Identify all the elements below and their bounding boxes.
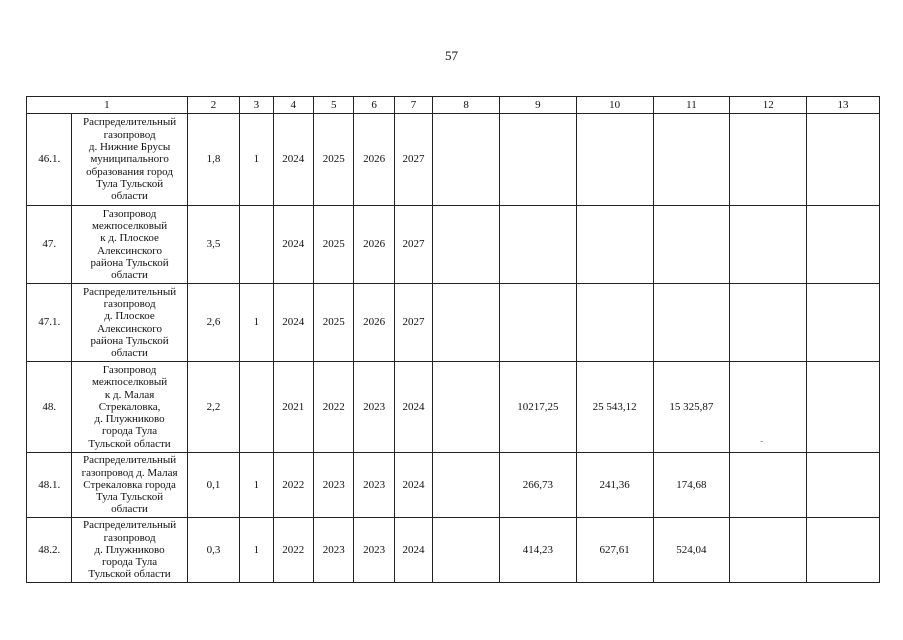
value-cell-7: 2024 <box>394 518 432 583</box>
page-number: 57 <box>445 48 458 63</box>
header-cell-2: 2 <box>187 97 240 114</box>
header-cell-9: 9 <box>499 97 576 114</box>
value-cell-11 <box>653 114 730 206</box>
header-cell-3: 3 <box>240 97 273 114</box>
stray-mark: - <box>760 436 764 447</box>
header-cell-6: 6 <box>354 97 394 114</box>
value-cell-3 <box>240 206 273 284</box>
row-number-cell: 48.2. <box>27 518 72 583</box>
value-cell-4: 2024 <box>273 114 313 206</box>
value-cell-2: 1,8 <box>187 114 240 206</box>
value-cell-9: 414,23 <box>499 518 576 583</box>
value-cell-7: 2027 <box>394 206 432 284</box>
value-cell-12 <box>730 362 807 453</box>
value-cell-7: 2024 <box>394 362 432 453</box>
value-cell-4: 2021 <box>273 362 313 453</box>
header-cell-12: 12 <box>730 97 807 114</box>
header-cell-10: 10 <box>576 97 653 114</box>
value-cell-12 <box>730 284 807 362</box>
value-cell-10 <box>576 206 653 284</box>
object-description-cell: Распределительный газопровод д. Плоское Алексинского района Тульской области <box>72 284 187 362</box>
object-description-cell: Распределительный газопровод д. Плужниково города Тула Тульской области <box>72 518 187 583</box>
value-cell-10 <box>576 114 653 206</box>
table-header-row <box>27 97 880 114</box>
row-number-cell: 46.1. <box>27 114 72 206</box>
value-cell-11: 174,68 <box>653 453 730 518</box>
row-number-cell: 47. <box>27 206 72 284</box>
value-cell-13 <box>807 518 880 583</box>
row-number-cell: 47.1. <box>27 284 72 362</box>
value-cell-8 <box>433 114 500 206</box>
value-cell-13 <box>807 453 880 518</box>
header-cell-5: 5 <box>313 97 353 114</box>
value-cell-8 <box>433 453 500 518</box>
value-cell-11 <box>653 284 730 362</box>
row-number-cell: 48.1. <box>27 453 72 518</box>
value-cell-4: 2022 <box>273 453 313 518</box>
value-cell-9 <box>499 114 576 206</box>
object-description-cell: Газопровод межпоселковый к д. Малая Стрекаловка, д. Плужниково города Тула Тульской области <box>72 362 187 453</box>
header-cell-4: 4 <box>273 97 313 114</box>
header-cell-1: 1 <box>27 97 188 114</box>
header-cell-8: 8 <box>433 97 500 114</box>
value-cell-5: 2025 <box>313 114 353 206</box>
value-cell-8 <box>433 206 500 284</box>
value-cell-5: 2022 <box>313 362 353 453</box>
value-cell-11 <box>653 206 730 284</box>
table-row <box>27 518 880 583</box>
value-cell-9: 266,73 <box>499 453 576 518</box>
value-cell-10 <box>576 284 653 362</box>
table-row <box>27 362 880 453</box>
value-cell-4: 2024 <box>273 284 313 362</box>
value-cell-3: 1 <box>240 518 273 583</box>
value-cell-10: 25 543,12 <box>576 362 653 453</box>
value-cell-8 <box>433 518 500 583</box>
value-cell-10: 241,36 <box>576 453 653 518</box>
value-cell-3 <box>240 362 273 453</box>
value-cell-4: 2022 <box>273 518 313 583</box>
object-description-cell: Газопровод межпоселковый к д. Плоское Алексинского района Тульской области <box>72 206 187 284</box>
row-number-cell: 48. <box>27 362 72 453</box>
value-cell-10: 627,61 <box>576 518 653 583</box>
value-cell-6: 2026 <box>354 206 394 284</box>
header-cell-11: 11 <box>653 97 730 114</box>
value-cell-7: 2027 <box>394 114 432 206</box>
value-cell-11: 524,04 <box>653 518 730 583</box>
value-cell-3: 1 <box>240 453 273 518</box>
value-cell-12 <box>730 518 807 583</box>
value-cell-6: 2026 <box>354 114 394 206</box>
value-cell-6: 2023 <box>354 453 394 518</box>
table-row <box>27 453 880 518</box>
value-cell-6: 2023 <box>354 518 394 583</box>
object-description-cell: Распределительный газопровод д. Малая Стрекаловка города Тула Тульской области <box>72 453 187 518</box>
value-cell-7: 2027 <box>394 284 432 362</box>
value-cell-2: 2,6 <box>187 284 240 362</box>
value-cell-6: 2023 <box>354 362 394 453</box>
value-cell-8 <box>433 284 500 362</box>
header-cell-13: 13 <box>807 97 880 114</box>
value-cell-12 <box>730 453 807 518</box>
value-cell-12 <box>730 114 807 206</box>
investment-table <box>26 96 880 583</box>
value-cell-5: 2025 <box>313 284 353 362</box>
table-row <box>27 206 880 284</box>
value-cell-8 <box>433 362 500 453</box>
value-cell-9: 10217,25 <box>499 362 576 453</box>
value-cell-11: 15 325,87 <box>653 362 730 453</box>
value-cell-3: 1 <box>240 114 273 206</box>
value-cell-5: 2025 <box>313 206 353 284</box>
value-cell-2: 2,2 <box>187 362 240 453</box>
value-cell-12 <box>730 206 807 284</box>
value-cell-5: 2023 <box>313 518 353 583</box>
value-cell-7: 2024 <box>394 453 432 518</box>
value-cell-9 <box>499 284 576 362</box>
value-cell-13 <box>807 114 880 206</box>
value-cell-2: 0,3 <box>187 518 240 583</box>
object-description-cell: Распределительный газопровод д. Нижние Брусы муниципального образования город Тула Тульской области <box>72 114 187 206</box>
value-cell-6: 2026 <box>354 284 394 362</box>
table-row <box>27 114 880 206</box>
value-cell-3: 1 <box>240 284 273 362</box>
table-body <box>27 97 880 583</box>
value-cell-13 <box>807 362 880 453</box>
value-cell-13 <box>807 206 880 284</box>
value-cell-9 <box>499 206 576 284</box>
header-cell-7: 7 <box>394 97 432 114</box>
value-cell-13 <box>807 284 880 362</box>
value-cell-5: 2023 <box>313 453 353 518</box>
value-cell-2: 3,5 <box>187 206 240 284</box>
value-cell-4: 2024 <box>273 206 313 284</box>
value-cell-2: 0,1 <box>187 453 240 518</box>
table-row <box>27 284 880 362</box>
